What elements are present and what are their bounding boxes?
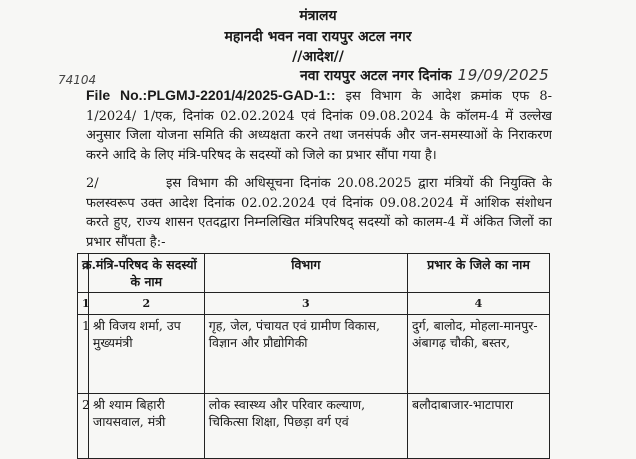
row-department: लोक स्वास्थ्य और परिवार कल्याण, चिकित्सा शिक्षा, पिछड़ा वर्ग एवं — [204, 394, 407, 459]
header-district: प्रभार के जिले का नाम — [407, 254, 549, 293]
row-member-name: श्री विजय शर्मा, उप मुख्यमंत्री — [88, 315, 204, 394]
place-date-line — [300, 66, 549, 85]
paragraph-2-text: इस विभाग की अधिसूचना दिनांक 20.08.2025 द्वारा मंत्रियों की नियुक्ति के फलस्वरूप उक्त आदेश दिनांक 02.02.2024 एवं दिनांक 09.08.2024 में आंशिक संशोधन करते हुए, राज्य शासन एतदद्वारा निम्नलिखित मंत्रिपरिषद् सदस्यों को कालम-4 में अंकित जिलों का प्रभार सौंपता है:- — [86, 176, 552, 250]
row-districts: दुर्ग, बालोद, मोहला-मानपुर-अंबागढ़ चौकी, बस्तर, — [407, 315, 549, 394]
order-heading: //आदेश// — [292, 49, 344, 65]
column-number-row — [78, 293, 550, 315]
header-member-name: मंत्रि-परिषद के सदस्यों के नाम — [88, 254, 204, 293]
column-number: 1 — [78, 293, 89, 315]
building-address: महानदी भवन नवा रायपुर अटल नगर — [224, 29, 412, 45]
handwritten-date: 19/09/2025 — [457, 66, 550, 84]
row-districts: बलौदाबाजार-भाटापारा — [407, 394, 549, 459]
row-sno: 2 — [78, 394, 89, 459]
paragraph-2-number: 2/ — [86, 176, 99, 191]
row-member-name: श्री श्याम बिहारी जायसवाल, मंत्री — [88, 394, 204, 459]
ministry-heading: मंत्रालय — [299, 8, 337, 24]
district-charge-table — [77, 253, 550, 459]
row-sno: 1 — [78, 315, 89, 394]
paragraph-1-text: इस विभाग के आदेश क्रमांक एफ 8-1/2024/ 1/एक, दिनांक 02.02.2024 एवं दिनांक 09.08.2024 के कॉलम-4 में उल्लेख अनुसार जिला योजना समिति की अध्यक्षता करने तथा जनसंपर्क और जन-समस्याओं के निराकरण करने आदि के लिए मंत्रि-परिषद के सदस्यों को जिले का प्रभार सौंपा गया है। — [86, 89, 552, 163]
handwritten-number: 74104 — [58, 73, 97, 87]
table-header-row — [78, 254, 550, 293]
header-department: विभाग — [204, 254, 407, 293]
table-row — [78, 315, 550, 394]
table-row — [78, 394, 550, 459]
paragraph-1 — [86, 86, 552, 172]
column-number: 3 — [204, 293, 407, 315]
column-number: 4 — [407, 293, 549, 315]
column-number: 2 — [88, 293, 204, 315]
header-sno: क्र. — [78, 254, 89, 293]
place-date-label: नवा रायपुर अटल नगर दिनांक — [300, 68, 452, 84]
paragraph-2 — [86, 174, 552, 256]
file-number: File No.:PLGMJ-2201/4/2025-GAD-1:: — [86, 87, 336, 103]
row-department: गृह, जेल, पंचायत एवं ग्रामीण विकास, विज्ञान और प्रौद्योगिकी — [204, 315, 407, 394]
